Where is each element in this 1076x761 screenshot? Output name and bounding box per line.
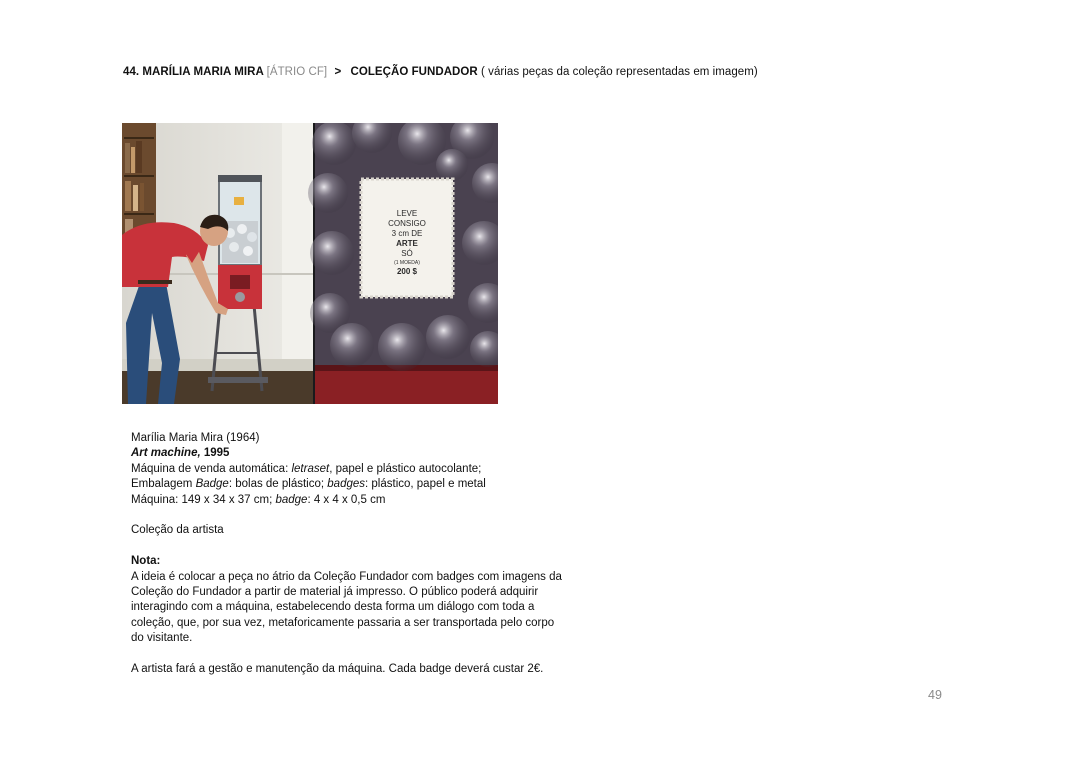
caption-packaging-b: : bolas de plástico; [228,478,328,491]
heading-arrow: > [334,66,342,78]
caption-dimensions-a: Máquina: 149 x 34 x 37 cm; [131,493,276,506]
note-line-4: coleção, que, por sua vez, metaforicamente passaria a ser transportada pelo corpo [131,616,555,629]
caption-packaging-a: Embalagem [131,478,196,491]
caption-title: Art machine, [131,447,201,460]
sign-line-4: ARTE [396,239,418,248]
sign-line-6: (1 MOEDA) [394,260,420,266]
caption-materials-a: Máquina de venda automática: [131,462,292,475]
note-line-5: do visitante. [131,632,193,645]
caption-dimensions-b: : 4 x 4 x 0,5 cm [307,493,386,506]
caption-packaging-badge: Badge [195,478,229,491]
caption-artist: Marília Maria Mira (1964) [131,432,260,444]
left-photo [122,123,313,404]
artwork-photo-svg [122,123,498,404]
caption-final-note: A artista fará a gestão e manutenção da máquina. Cada badge deverá custar 2€. [131,663,544,676]
sign-line-7: 200 $ [396,267,418,276]
caption-materials [131,462,591,477]
caption-title-line [131,446,591,461]
caption-collection: Coleção da artista [131,524,224,537]
heading-location: [ÁTRIO CF] [266,66,328,78]
artwork-photo [122,123,498,404]
caption-dimensions-badge: badge [275,493,308,506]
caption-materials-b: , papel e plástico autocolante; [329,462,482,475]
note-label: Nota: [131,555,161,568]
artwork-caption [131,431,591,677]
caption-packaging-c: : plástico, papel e metal [365,478,486,491]
sign-line-5: SÓ [401,249,413,258]
sign-line-1: LEVE [396,209,418,218]
caption-year: 1995 [200,447,230,460]
note-line-1: A ideia é colocar a peça no átrio da Coleção Fundador com badges com imagens da [131,570,562,583]
note-line-2: Coleção do Fundador a partir de material já impresso. O público poderá adquirir [131,586,539,599]
heading-number: 44. MARÍLIA MARIA MIRA [123,66,264,78]
sign-line-3: 3 cm DE [391,229,423,238]
caption-dimensions [131,493,591,508]
note-line-3: interagindo com a máquina, estabelecendo desta forma um diálogo com toda a [131,601,535,614]
sign-line-2: CONSIGO [388,219,426,228]
heading-collection: COLEÇÃO FUNDADOR [350,66,478,78]
caption-packaging [131,477,591,492]
right-photo [308,123,498,404]
page-number: 49 [928,688,942,702]
caption-materials-letraset: letraset [291,462,330,475]
caption-packaging-badges: badges [327,478,366,491]
section-heading [123,66,758,78]
heading-collection-note: ( várias peças da coleção representadas em imagem) [481,66,758,78]
